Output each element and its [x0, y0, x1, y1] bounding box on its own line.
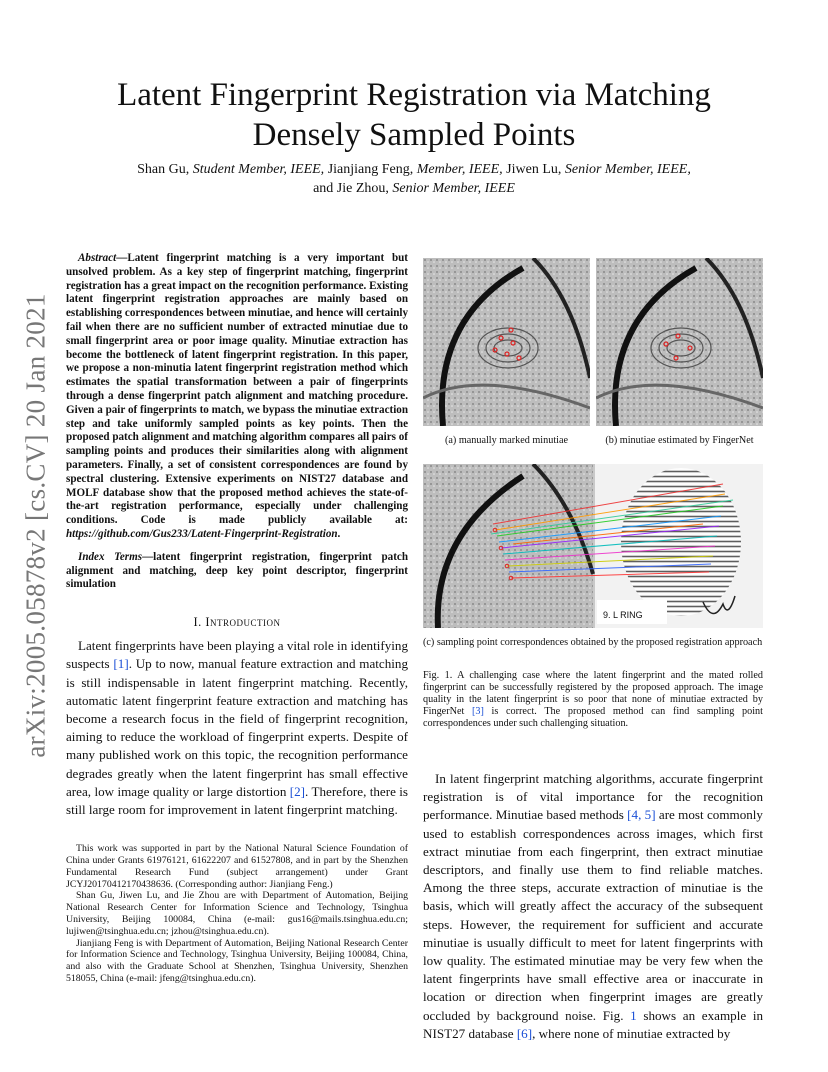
intro-text: . Up to now, manual feature extraction and matching is still indispensable in latent fingerprint matching. Recently, automatic latent fingerprint feature extraction and matching has become a research focus in the field of fingerprint recognition, aiming to reduce the workload of fingerprint experts. Despite of many published work on this topic, the recognition performance degrades greatly when the latent fingerprint has small effective area, low image quality or large distortion	[66, 656, 409, 799]
body-text: shows an example in NIST27 database	[423, 1007, 764, 1041]
abstract-label: Abstract	[78, 252, 117, 264]
intro-paragraph-2	[423, 770, 763, 1043]
abstract-end: .	[337, 527, 341, 540]
card-label: 9. L RING	[603, 610, 643, 620]
code-url-link[interactable]: https://github.com/Gus233/Latent-Fingerprint-Registration	[66, 527, 338, 540]
correspondence-image	[423, 464, 763, 628]
citation-link[interactable]: [3]	[471, 705, 484, 717]
abstract-text: Latent fingerprint matching is a very important but unsolved problem. As a key step of fingerprint matching, fingerprint registration has a great impact on the recognition performance. Existing latent fingerprint registration approaches are mainly based on establishing correspondences between minutiae, and hence will certainly fail when there are no sufficient number of extracted minutiae due to small fingerprint area or poor image quality. Minutiae extraction has become the bottleneck of latent fingerprint registration. In this paper, we propose a non-minutia latent fingerprint registration method which estimates the spatial transformation between a pair of fingerprints through a dense fingerprint patch alignment and matching procedure. Given a pair of fingerprints to match, we bypass the minutiae extraction step and take uniformly sampled points as key points. Then the proposed patch alignment and matching algorithm compares all pairs of sampling points and produces their similarities along with alignment parameters. Finally, a set of consistent correspondences are found by spectral clustering. Extensive experiments on NIST27 database and MOLF database show that the proposed method achieves the state-of-the-art registration performance, especially under challenging conditions. Code is made publicly available at:	[66, 252, 408, 527]
latent-fingerprint-image-a	[423, 258, 590, 426]
footnote: Jianjiang Feng is with Department of Automation, Beijing National Research Center for Information Science and Technology, Tsinghua University, Beijing 100084, China, and also with the Graduate School at Shenzhen, Tsinghua University, Shenzhen 518055, China (e-mail: jfeng@tsinghua.edu.cn).	[66, 937, 408, 984]
latent-fingerprint-image-b	[596, 258, 763, 426]
left-column	[66, 252, 408, 985]
subfigure-a-caption: (a) manually marked minutiae	[444, 435, 569, 446]
intro-text: Latent fingerprints have been playing a vital role in identifying suspects	[66, 638, 408, 672]
footnote: Shan Gu, Jiwen Lu, and Jie Zhou are with Department of Automation, Beijing National Research Center for Information Science and Technology, Tsinghua University, Beijing 100084, China (e-mail: gus16@mails.tsinghua.edu.cn; lujiwen@tsinghua.edu.cn; jzhou@tsinghua.edu.cn).	[66, 890, 408, 937]
citation-link[interactable]: [4, 5]	[627, 807, 656, 823]
caption-text: Fig. 1. A challenging case where the latent fingerprint and the mated rolled fingerprint can be successfully registered by the proposed approach. The image quality in the latent fingerprint is so poor that none of minutiae extracted by FingerNet	[423, 670, 763, 717]
paper-title: Latent Fingerprint Registration via Matching Densely Sampled Points	[117, 77, 711, 153]
subfigure-b-caption: (b) minutiae estimated by FingerNet	[605, 435, 754, 446]
index-terms-text: latent fingerprint registration, fingerprint patch alignment and matching, deep key point descriptor, fingerprint simulation	[66, 550, 408, 591]
figure-caption	[423, 670, 763, 730]
figure-link[interactable]: 1	[630, 1007, 637, 1023]
citation-link[interactable]: [2]	[289, 783, 306, 799]
index-terms: Index Terms—latent fingerprint registration, fingerprint patch alignment and matching, deep key point descriptor, fingerprint simulation	[66, 550, 408, 591]
abstract: Abstract—Latent fingerprint matching is a very important but unsolved problem. As a key step of fingerprint matching, fingerprint registration has a great impact on the recognition performance. Existing latent fingerprint registration approaches are mainly based on establishing correspondences between minutiae, and hence will certainly fail when there are no sufficient number of extracted minutiae due to small fingerprint area or poor image quality. Minutiae extraction has become the bottleneck of latent fingerprint registration. In this paper, we propose a non-minutia latent fingerprint registration method which estimates the spatial transformation between a pair of fingerprints through a dense fingerprint patch alignment and matching procedure. Given a pair of fingerprints to match, we bypass the minutiae extraction step and take uniformly sampled points as key points. Then the proposed patch alignment and matching algorithm compares all pairs of sampling points and produces their similarities along with alignment parameters. Finally, a set of consistent correspondences are found by spectral clustering. Extensive experiments on NIST27 database and MOLF database show that the proposed method achieves the state-of-the-art registration performance, especially under challenging conditions. Code is made publicly available at: https://github.com/Gus233/Latent-Fingerprint-Registration.	[66, 252, 408, 540]
subfigure-a	[423, 258, 590, 447]
subfigure-b	[596, 258, 763, 447]
author-role: Senior Member, IEEE,	[564, 162, 691, 177]
footnote: This work was supported in part by the National Natural Science Foundation of China under Grants 61976121, 61622207 and 61527808, and in part by the Shenzhen Fundamental Research Fund (subject arrangement) under Grant JCYJ20170412170438636. (Corresponding author: Jianjiang Feng.)	[66, 843, 408, 890]
author-list	[80, 160, 748, 198]
author-role: Student Member, IEEE,	[192, 162, 325, 177]
index-terms-label: Index Terms	[78, 550, 143, 563]
citation-link[interactable]: [1]	[113, 656, 129, 672]
subfigure-c-caption: (c) sampling point correspondences obtained by the proposed registration approach	[423, 637, 763, 648]
author-role: Senior Member, IEEE	[392, 181, 515, 196]
body-text: , where none of minutiae extracted by	[532, 1025, 731, 1041]
section-heading: I. Introduction	[193, 615, 281, 630]
arxiv-id-text: arXiv:2005.05878v2 [cs.CV] 20 Jan 2021	[20, 292, 51, 758]
intro-paragraph	[66, 637, 408, 819]
intro-text: . Therefore, there is still large room for improvement in latent fingerprint matching.	[66, 783, 409, 817]
figure-1	[423, 258, 763, 730]
body-text: In latent fingerprint matching algorithms, accurate fingerprint registration is of vital importance for the recognition performance. Minutiae based methods	[423, 771, 763, 823]
footnote-separator	[66, 831, 408, 843]
caption-text: is correct. The proposed method can find sampling point correspondences under such challenging situation.	[423, 705, 763, 729]
citation-link[interactable]: [6]	[516, 1025, 533, 1041]
author-name: Jiwen Lu,	[506, 162, 562, 177]
body-text: are most commonly used to establish correspondences across images, which first extract minutiae from each fingerprint, then extract minutiae descriptors, and finally use them to find reliable matches. Among the three steps, accurate extraction of minutiae is the basis, which will greatly affect the accuracy of the subsequent steps. However, the requirement for sufficient and accurate minutiae is usually difficult to meet for latent fingerprints with low quality. The estimated minutiae may be very few when the latent fingerprints have small effective area or inaccurate in location or direction when fingerprint images are greatly occluded by background noise. Fig.	[423, 807, 763, 1023]
arxiv-identifier	[12, 290, 60, 760]
author-role: Member, IEEE,	[416, 162, 503, 177]
author-name: and Jie Zhou,	[313, 181, 389, 196]
author-name: Jianjiang Feng,	[327, 162, 414, 177]
author-name: Shan Gu,	[137, 162, 190, 177]
right-column-text	[423, 770, 763, 1043]
